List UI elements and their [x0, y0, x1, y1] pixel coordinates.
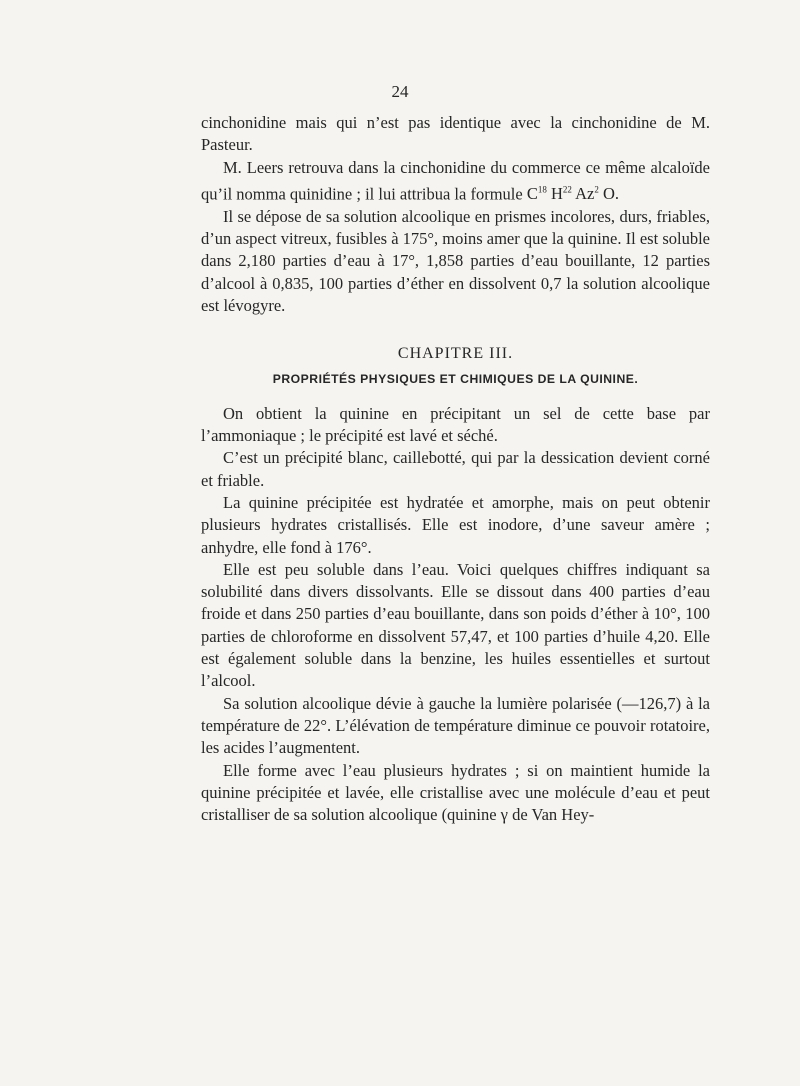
paragraph: Elle forme avec l’eau plusieurs hydrates ; si on maintient humide la quinine précipitée et lavée, elle cristallise avec une molécule d’eau et peut cristalliser de sa solution alcoolique (quinine γ de Van Hey- — [201, 760, 710, 825]
paragraph: cinchonidine mais qui n’est pas identique avec la cinchonidine de M. Pasteur. — [201, 113, 710, 155]
text-block — [201, 112, 710, 826]
paragraph: On obtient la quinine en précipitant un sel de cette base par l’ammoniaque ; le précipité est lavé et séché. — [201, 403, 710, 446]
chapter-subtitle: PROPRIÉTÉS PHYSIQUES ET CHIMIQUES DE LA QUININE. — [272, 372, 639, 387]
paragraph: La quinine précipitée est hydratée et amorphe, mais on peut obtenir plusieurs hydrates cristallisés. Elle est inodore, d’une saveur amère ; anhydre, elle fond à 176°. — [201, 492, 710, 557]
paragraph-text: M. Leers retrouva dans la cinchonidine du commerce ce même alcaloïde qu’il nomma quinidine ; il lui attribua la formule — [201, 157, 710, 204]
paragraph: C’est un précipité blanc, caillebotté, qui par la dessication devient corné et friable. — [201, 448, 710, 490]
paragraph: Sa solution alcoolique dévie à gauche la lumière polarisée (—126,7) à la température de 22°. L’élévation de température diminue ce pouvoir rotatoire, les acides l’augmentent. — [201, 693, 710, 758]
page-number: 24 — [391, 82, 409, 101]
paragraph-formula — [201, 157, 710, 206]
paragraph: Elle est peu soluble dans l’eau. Voici quelques chiffres indiquant sa solubilité dans divers dissolvants. Elle se dissout dans 400 parties d’eau froide et dans 250 parties d’eau bouillante, dans son poids d’éther à 10°, 100 parties de chloroforme en dissolvent 57,47, et 100 parties d’huile 4,20. Elle est également soluble dans la benzine, les huiles essentielles et surtout l’alcool. — [201, 559, 710, 691]
chapter-title: CHAPITRE III. — [397, 345, 514, 363]
paragraph: Il se dépose de sa solution alcoolique en prismes incolores, durs, friables, d’un aspect vitreux, fusibles à 175°, moins amer que la quinine. Il est soluble dans 2,180 parties d’eau à 17°, 1,858 parties d’eau bouillante, 12 parties d’alcool à 0,835, 100 parties d’éther en dissolvent 0,7 la solution alcoolique est lévogyre. — [201, 206, 710, 315]
chemical-formula: $C^{18}$ $H^{22}$ Az$^2$ O. — [526, 184, 620, 204]
